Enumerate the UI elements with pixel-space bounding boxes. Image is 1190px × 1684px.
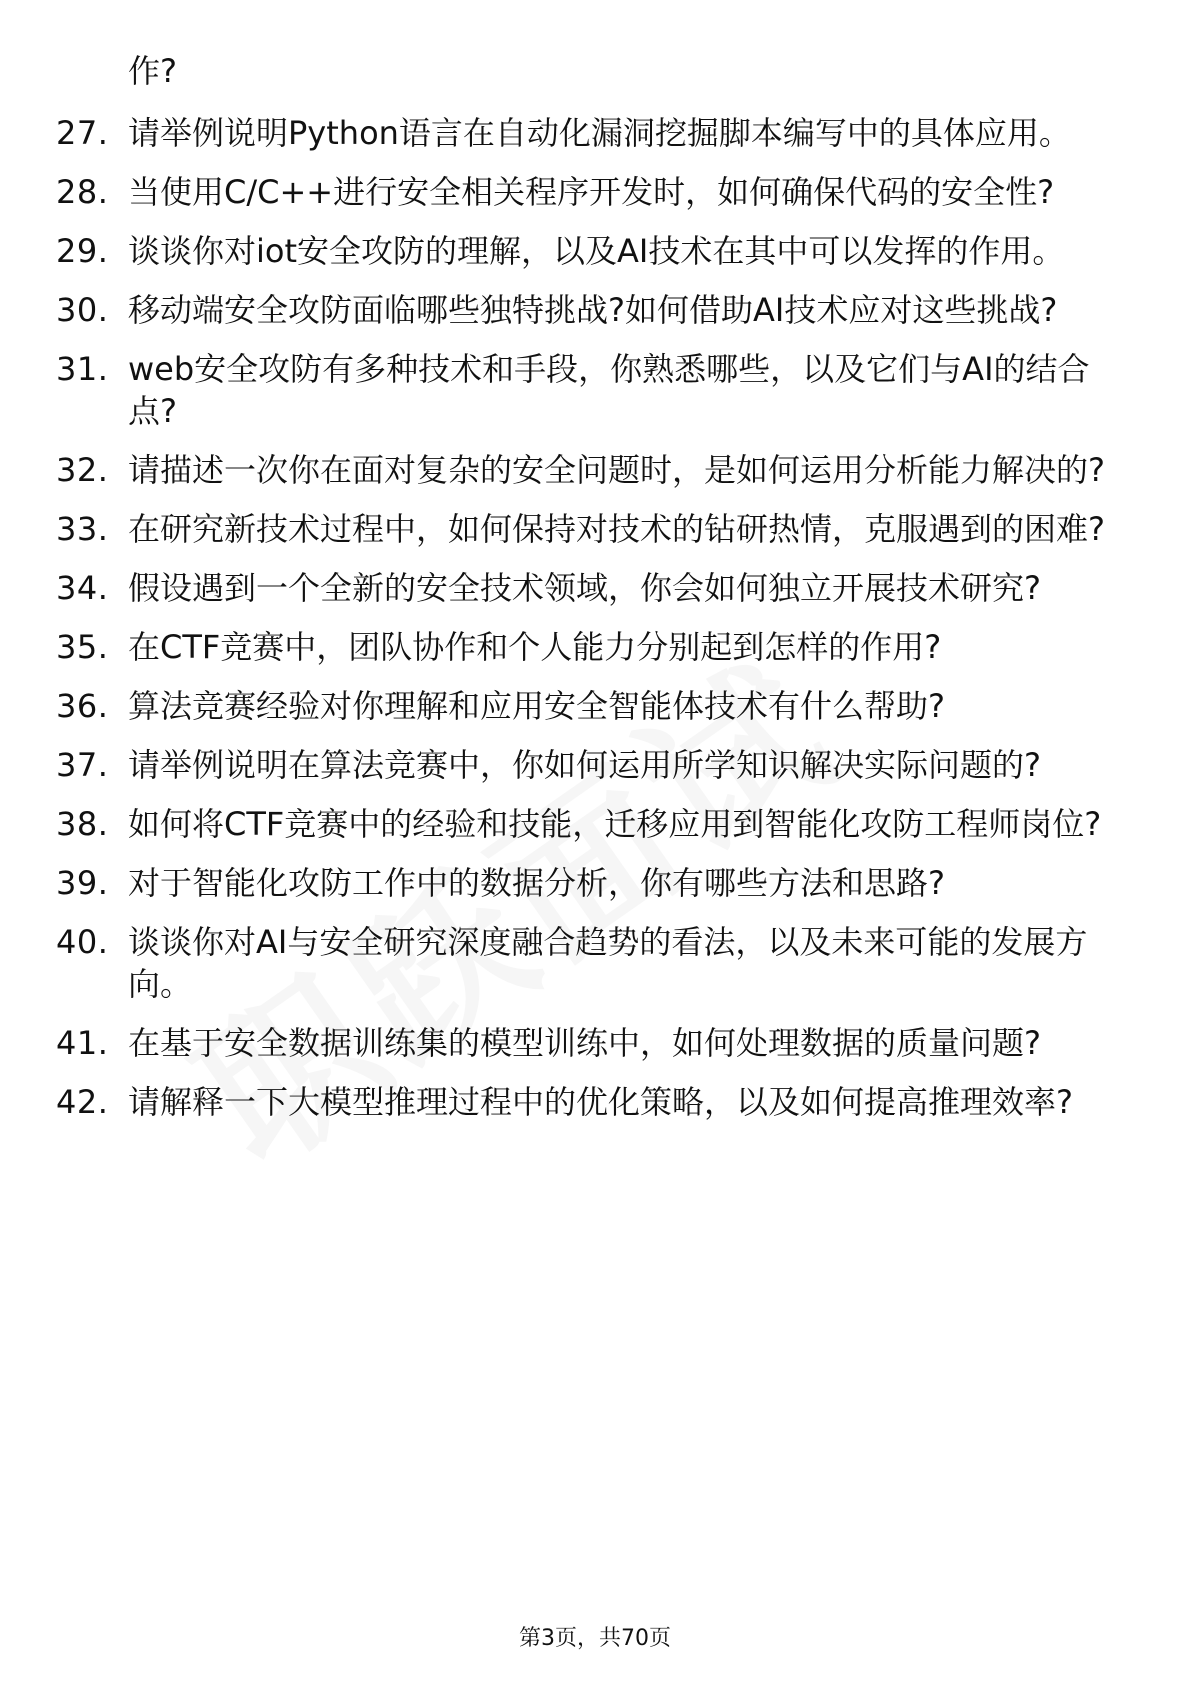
question-text: 假设遇到一个全新的安全技术领域，你会如何独立开展技术研究? (128, 569, 1041, 607)
question-number: 30. (56, 291, 109, 329)
question-item (0, 921, 1190, 1005)
question-item (0, 171, 1190, 213)
question-text: 谈谈你对AI与安全研究深度融合趋势的看法，以及未来可能的发展方向。 (128, 923, 1088, 1003)
question-item (0, 449, 1190, 491)
question-item (0, 112, 1190, 154)
question-number: 42. (56, 1083, 109, 1121)
question-text: 请举例说明在算法竞赛中，你如何运用所学知识解决实际问题的? (128, 746, 1041, 784)
question-text: 算法竞赛经验对你理解和应用安全智能体技术有什么帮助? (128, 687, 945, 725)
page-footer: 第3页，共70页 (519, 1626, 671, 1651)
question-item (0, 508, 1190, 550)
question-item (0, 862, 1190, 904)
continuation-text: 作? (128, 52, 177, 90)
question-item (0, 626, 1190, 668)
question-number: 35. (56, 628, 109, 666)
question-text: 对于智能化攻防工作中的数据分析，你有哪些方法和思路? (128, 864, 945, 902)
question-text: 移动端安全攻防面临哪些独特挑战?如何借助AI技术应对这些挑战? (128, 291, 1058, 329)
question-text: web安全攻防有多种技术和手段，你熟悉哪些，以及它们与AI的结合点? (128, 350, 1090, 430)
question-item (0, 567, 1190, 609)
question-text: 请描述一次你在面对复杂的安全问题时，是如何运用分析能力解决的? (128, 451, 1105, 489)
question-item (0, 1022, 1190, 1064)
question-item (0, 744, 1190, 786)
question-text: 在基于安全数据训练集的模型训练中，如何处理数据的质量问题? (128, 1024, 1041, 1062)
question-number: 28. (56, 173, 109, 211)
question-number: 31. (56, 350, 109, 388)
question-list (0, 112, 1190, 1140)
question-number: 33. (56, 510, 109, 548)
question-item (0, 803, 1190, 845)
question-number: 36. (56, 687, 109, 725)
question-text: 谈谈你对iot安全攻防的理解，以及AI技术在其中可以发挥的作用。 (128, 232, 1065, 270)
question-number: 27. (56, 114, 109, 152)
question-number: 32. (56, 451, 109, 489)
question-text: 在CTF竞赛中，团队协作和个人能力分别起到怎样的作用? (128, 628, 942, 666)
question-item (0, 1081, 1190, 1123)
question-item (0, 289, 1190, 331)
question-text: 如何将CTF竞赛中的经验和技能，迁移应用到智能化攻防工程师岗位? (128, 805, 1102, 843)
question-item (0, 685, 1190, 727)
question-number: 39. (56, 864, 109, 902)
question-text: 当使用C/C++进行安全相关程序开发时，如何确保代码的安全性? (128, 173, 1055, 211)
question-number: 37. (56, 746, 109, 784)
question-number: 38. (56, 805, 109, 843)
question-number: 34. (56, 569, 109, 607)
question-number: 40. (56, 923, 109, 961)
question-item (0, 230, 1190, 272)
question-number: 41. (56, 1024, 109, 1062)
question-number: 29. (56, 232, 109, 270)
question-text: 在研究新技术过程中，如何保持对技术的钻研热情，克服遇到的困难? (128, 510, 1105, 548)
question-text: 请解释一下大模型推理过程中的优化策略，以及如何提高推理效率? (128, 1083, 1073, 1121)
question-text: 请举例说明Python语言在自动化漏洞挖掘脚本编写中的具体应用。 (128, 114, 1071, 152)
question-item (0, 348, 1190, 432)
